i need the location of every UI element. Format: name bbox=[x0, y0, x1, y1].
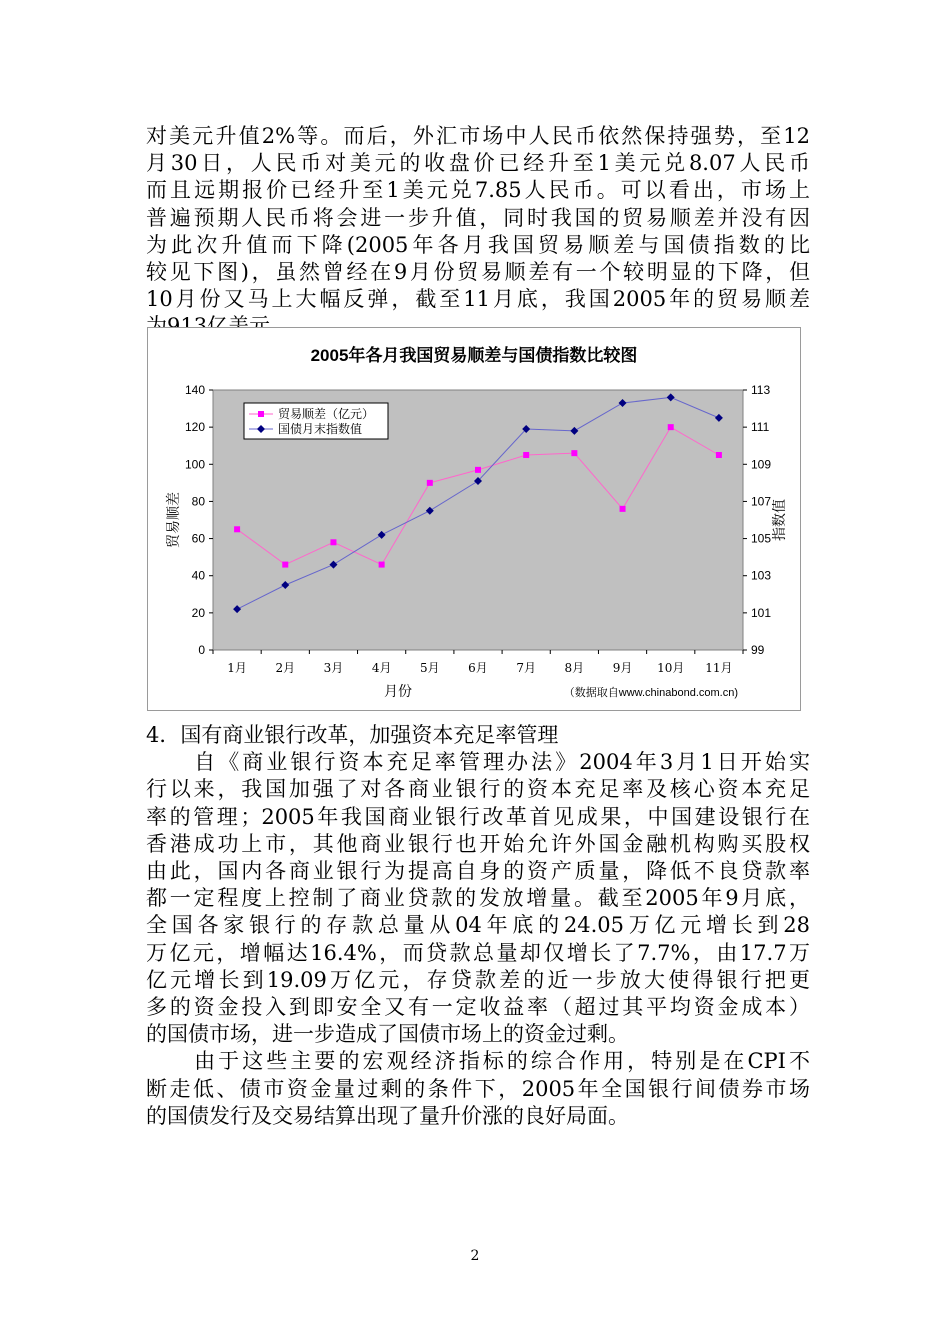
data-point-square bbox=[379, 562, 385, 568]
y-tick-label: 140 bbox=[184, 383, 205, 397]
y-tick-label: 60 bbox=[191, 531, 205, 546]
y-tick-label: 100 bbox=[184, 457, 205, 472]
y2-tick-label: 109 bbox=[751, 457, 772, 472]
text-line: 多的资金投入到即安全又有一定收益率（超过其平均资金成本） bbox=[146, 995, 810, 1020]
y-tick-label: 20 bbox=[191, 605, 205, 620]
text-line: 的国债市场，进一步造成了国债市场上的资金过剩。 bbox=[146, 1022, 629, 1047]
text-line: 由于这些主要的宏观经济指标的综合作用，特别是在CPI不 bbox=[146, 1049, 810, 1074]
y2-axis-label: 指数值 bbox=[772, 499, 788, 541]
data-point-square bbox=[668, 424, 674, 430]
text-line: 的国债发行及交易结算出现了量升价涨的良好局面。 bbox=[146, 1103, 629, 1128]
data-point-square bbox=[716, 452, 722, 458]
data-point-square bbox=[234, 526, 240, 532]
y2-tick-label: 107 bbox=[751, 494, 772, 509]
text-line: 对美元升值2%等。而后，外汇市场中人民币依然保持强势，至12 bbox=[146, 124, 810, 148]
x-tick-label: 10月 bbox=[657, 661, 685, 675]
text-line: 行以来，我国加强了对各商业银行的资本充足率及核心资本充足 bbox=[146, 777, 810, 802]
text-line: 万亿元，增幅达16.4%，而贷款总量却仅增长了7.7%，由17.7万 bbox=[146, 940, 810, 965]
text-line: 率的管理；2005年我国商业银行改革首见成果，中国建设银行在 bbox=[146, 804, 810, 829]
y2-tick-label: 113 bbox=[751, 383, 771, 397]
legend-label: 国债月末指数值 bbox=[278, 422, 363, 436]
text-line: 断走低、债市资金量过剩的条件下，2005年全国银行间债券市场 bbox=[146, 1076, 810, 1101]
text-line: 月30日，人民币对美元的收盘价已经升至1美元兑8.07人民币 bbox=[146, 151, 810, 176]
y-tick-label: 40 bbox=[191, 568, 205, 583]
x-tick-label: 5月 bbox=[419, 661, 440, 675]
x-tick-label: 8月 bbox=[564, 661, 585, 675]
y2-tick-label: 101 bbox=[751, 605, 772, 620]
data-point-square bbox=[330, 539, 336, 545]
data-point-square bbox=[571, 450, 577, 456]
text-line: 较见下图)，虽然曾经在9月份贸易顺差有一个较明显的下降，但 bbox=[146, 260, 810, 285]
data-point-square bbox=[282, 562, 288, 568]
x-tick-label: 4月 bbox=[371, 661, 392, 675]
y-tick-label: 0 bbox=[198, 643, 205, 657]
y2-tick-label: 99 bbox=[751, 643, 765, 657]
text-line: 全国各家银行的存款总量从04年底的24.05万亿元增长到28 bbox=[146, 913, 810, 938]
text-line: 香港成功上市，其他商业银行也开始允许外国金融机构购买股权 bbox=[146, 831, 810, 856]
text-line: 4．国有商业银行改革，加强资本充足率管理 bbox=[146, 723, 559, 747]
page-number: 2 bbox=[470, 1248, 480, 1264]
x-axis-label: 月份 bbox=[384, 684, 412, 700]
data-point-square bbox=[427, 480, 433, 486]
chart-svg bbox=[148, 328, 800, 710]
text-line: 自《商业银行资本充足率管理办法》2004年3月1日开始实 bbox=[146, 750, 810, 775]
chart-trade-surplus-vs-bond-index bbox=[147, 327, 801, 711]
data-point-square bbox=[620, 506, 626, 512]
text-line: 亿元增长到19.09万亿元，存贷款差的近一步放大使得银行把更 bbox=[146, 967, 810, 992]
text-line: 为此次升值而下降(2005年各月我国贸易顺差与国债指数的比 bbox=[146, 232, 810, 257]
data-source-note: （数据取自www.chinabond.com.cn) bbox=[563, 687, 738, 699]
x-tick-label: 9月 bbox=[612, 661, 633, 675]
y2-tick-label: 105 bbox=[751, 531, 772, 546]
y-tick-label: 80 bbox=[191, 494, 205, 509]
data-point-square bbox=[523, 452, 529, 458]
text-line: 普遍预期人民币将会进一步升值，同时我国的贸易顺差并没有因 bbox=[146, 205, 810, 230]
text-line: 10月份又马上大幅反弹，截至11月底，我国2005年的贸易顺差 bbox=[146, 287, 810, 312]
y-tick-label: 120 bbox=[184, 420, 205, 435]
y2-tick-label: 111 bbox=[751, 420, 770, 435]
paragraph-bank-reform bbox=[146, 722, 810, 1130]
legend-marker-square bbox=[258, 411, 264, 417]
x-tick-label: 6月 bbox=[468, 661, 488, 675]
x-tick-label: 11月 bbox=[705, 661, 733, 675]
text-line: 都一定程度上控制了商业贷款的发放增量。截至2005年9月底， bbox=[146, 886, 810, 911]
text-line: 由此，国内各商业银行为提高自身的资产质量，降低不良贷款率 bbox=[146, 859, 810, 884]
chart-title: 2005年各月我国贸易顺差与国债指数比较图 bbox=[310, 346, 638, 365]
y2-tick-label: 103 bbox=[751, 568, 772, 583]
paragraph-exchange-rate bbox=[146, 123, 810, 341]
x-tick-label: 1月 bbox=[227, 661, 247, 675]
x-tick-label: 2月 bbox=[275, 661, 296, 675]
x-tick-label: 3月 bbox=[323, 661, 344, 675]
text-line: 而且远期报价已经升至1美元兑7.85人民币。可以看出，市场上 bbox=[146, 178, 810, 203]
y-axis-label: 贸易顺差 bbox=[166, 492, 182, 548]
legend-label: 贸易顺差（亿元） bbox=[278, 407, 375, 421]
data-point-square bbox=[475, 467, 481, 473]
x-tick-label: 7月 bbox=[516, 661, 537, 675]
